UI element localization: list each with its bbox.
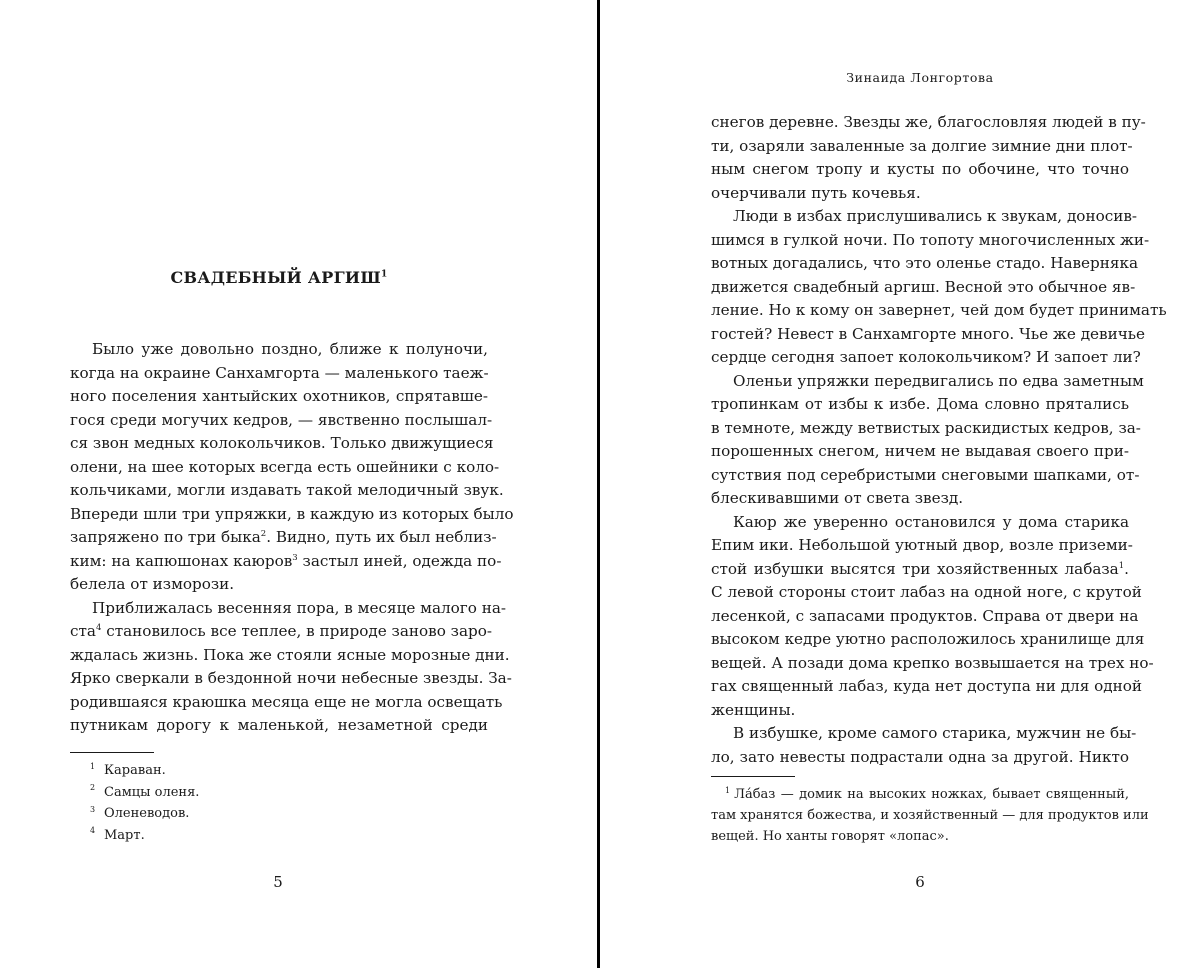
text-line: тропинкам от избы к избе. Дома словно прятались	[711, 395, 1129, 413]
text-line: вотных догадались, что это оленье стадо. Наверняка	[711, 254, 1139, 272]
text-line: ление. Но к кому он завернет, чей дом будет принимать	[711, 301, 1167, 319]
text-line: гах священный лабаз, куда нет доступа ни для одной	[711, 677, 1142, 695]
text-line: блескивавшими от света звезд.	[711, 489, 964, 507]
left-footnotes	[90, 760, 199, 846]
text-line: ного поселения хантыйских охотников, спрятавше-	[70, 387, 488, 405]
chapter-title: СВАДЕБНЫЙ АРГИШ$^1$	[170, 268, 388, 287]
footnote-ref: 1	[380, 269, 388, 280]
text-line: ным снегом тропу и кусты по обочине, что точно	[711, 160, 1129, 178]
text-line: порошенных снегом, ничем не выдавая своего при-	[711, 442, 1129, 460]
text-line: сердце сегодня запоет колокольчиком? И запоет ли?	[711, 348, 1141, 366]
text-line: когда на окраине Санхамгорта — маленького таеж-	[70, 363, 489, 382]
text-line: Было уже довольно поздно, ближе к полуночи,	[92, 340, 488, 358]
text-line: Епим ики. Небольшой уютный двор, возле приземи-	[711, 536, 1133, 554]
text-line: В избушке, кроме самого старика, мужчин не бы-	[733, 724, 1137, 742]
footnote: 2 Самцы оленя.	[90, 783, 200, 800]
footnote-line: вещей. Но ханты говорят «лопас».	[711, 829, 949, 844]
text-line: Впереди шли три упряжки, в каждую из которых было	[70, 504, 514, 523]
text-line: запряжено по три быка$^2$. Видно, путь их был неблиз-	[70, 528, 497, 546]
text-line: женщины.	[711, 700, 796, 719]
left-page	[0, 0, 597, 968]
running-head-author: Зинаида Лонгортова	[846, 70, 994, 85]
text-line: С левой стороны стоит лабаз на одной ноге, с крутой	[711, 583, 1142, 601]
text-line: Каюр же уверенно остановился у дома старика	[733, 512, 1129, 531]
footnote-line: $^1$ Ла́баз — домик на высоких ножках, бывает священный,	[725, 785, 1129, 802]
text-line: Оленьи упряжки передвигались по едва заметным	[733, 371, 1144, 390]
text-line: ждалась жизнь. Пока же стояли ясные морозные дни.	[70, 645, 510, 664]
footnote-ref: 4	[95, 622, 102, 633]
text-line: движется свадебный аргиш. Весной это обычное яв-	[711, 277, 1136, 296]
footnote: 1 Караван.	[90, 761, 166, 778]
text-line: гостей? Невест в Санхамгорте много. Чье же девичье	[711, 324, 1146, 343]
footnote-ref: 2	[260, 528, 267, 539]
text-line: снегов деревне. Звезды же, благословляя людей в пу-	[711, 113, 1146, 131]
right-page	[600, 0, 1200, 968]
footnote: 4 Март.	[90, 826, 145, 843]
text-line: путникам дорогу к маленькой, незаметной среди	[70, 716, 488, 734]
text-line: белела от изморози.	[70, 575, 235, 593]
text-line: шимся в гулкой ночи. По топоту многочисленных жи-	[711, 230, 1150, 249]
text-line: очерчивали путь кочевья.	[711, 183, 921, 202]
right-footnote	[711, 784, 1149, 847]
text-line: ким: на капюшонах каюров$^3$ застыл иней, одежда по-	[70, 551, 502, 570]
text-line: гося среди могучих кедров, — явственно послышал-	[70, 410, 493, 429]
footnote-rule	[70, 752, 154, 753]
text-line: родившаяся краюшка месяца еще не могла освещать	[70, 692, 503, 711]
left-page-body	[70, 338, 514, 738]
text-line: высоком кедре уютно расположилось хранилище для	[711, 630, 1145, 648]
text-line: Ярко сверкали в бездонной ночи небесные звезды. За-	[70, 669, 512, 687]
page-number: 6	[915, 873, 925, 891]
text-line: в темноте, между ветвистых раскидистых кедров, за-	[711, 418, 1141, 437]
text-line: ста$^4$ становилось все теплее, в природе заново заро-	[70, 622, 493, 640]
text-line: олени, на шее которых всегда есть ошейники с коло-	[70, 457, 500, 476]
text-line: ся звон медных колокольчиков. Только движущиеся	[70, 434, 494, 452]
footnote: 3 Оленеводов.	[90, 804, 190, 821]
text-line: стой избушки высятся три хозяйственных лабаза$^1$.	[711, 559, 1129, 578]
text-line: кольчиками, могли издавать такой мелодичный звук.	[70, 481, 504, 499]
footnote-ref: 3	[292, 552, 298, 563]
footnote-line: там хранятся божества, и хозяйственный — для продуктов или	[711, 808, 1149, 823]
page-number: 5	[273, 873, 283, 891]
right-page-body	[711, 111, 1167, 769]
text-line: Приближалась весенняя пора, в месяце малого на-	[92, 598, 507, 617]
text-line: лесенкой, с запасами продуктов. Справа от двери на	[711, 606, 1139, 625]
text-line: ло, зато невесты подрастали одна за другой. Никто	[711, 747, 1129, 766]
text-line: вещей. А позади дома крепко возвышается на трех но-	[711, 653, 1154, 672]
text-line: ти, озаряли заваленные за долгие зимние дни плот-	[711, 136, 1133, 155]
footnote-ref: 1	[1118, 560, 1125, 571]
footnote-rule	[711, 776, 795, 777]
text-line: сутствия под серебристыми снеговыми шапками, от-	[711, 465, 1140, 484]
text-line: Люди в избах прислушивались к звукам, доносив-	[733, 207, 1138, 225]
